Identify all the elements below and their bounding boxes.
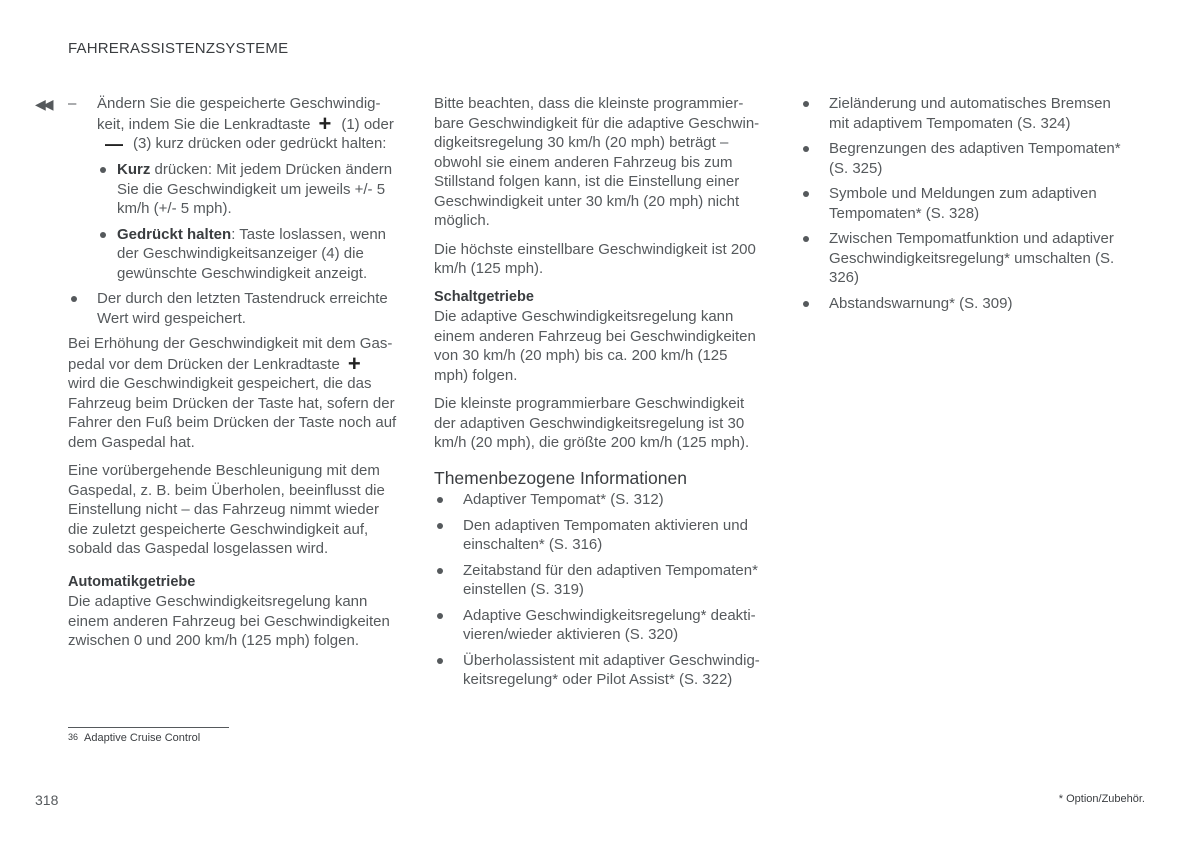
related-link[interactable] <box>434 516 764 555</box>
bullet-item <box>68 289 402 328</box>
related-link[interactable] <box>800 294 1125 314</box>
footnote-divider <box>68 727 229 728</box>
bullet-dot-icon <box>437 658 443 664</box>
sub-bullet-bold: Gedrückt halten <box>117 225 232 243</box>
footnote <box>68 732 200 744</box>
plus-icon: + <box>318 110 332 136</box>
bullet-dot-icon <box>803 101 809 107</box>
bullet-dot-icon <box>803 301 809 307</box>
bullet-dot-icon <box>437 523 443 529</box>
minus-icon: — <box>105 134 123 154</box>
instruction-text-c: (3) kurz drücken oder gedrückt halten: <box>133 135 387 152</box>
related-link-text[interactable]: Adaptiver Tempomat* (S. 312) <box>463 491 664 508</box>
section-title: Themenbezogene Informationen <box>434 467 687 488</box>
bullet-text: Der durch den letzten Tastendruck erreichte Wert wird gespeichert. <box>97 290 388 327</box>
bullet-dot-icon <box>803 146 809 152</box>
plus-icon: + <box>347 350 361 376</box>
bullet-dot-icon <box>803 191 809 197</box>
paragraph: Bitte beachten, dass die kleinste programmier-bare Geschwindigkeit für die adaptive Geschwin-digkeitsregelung 30 km/h (20 mph) beträgt – obwohl sie einem anderen Fahrzeug bis zum Stillstand folgen kann, ist die Einstellung einer Geschwindigkeit unter 30 km/h (20 mph) nicht möglich. <box>434 95 760 229</box>
related-link-text[interactable]: Zeitabstand für den adaptiven Tempomaten* einstellen (S. 319) <box>463 561 758 598</box>
sub-bullet-item <box>97 160 402 219</box>
related-link[interactable] <box>434 651 764 690</box>
sub-bullet-text: drücken: Mit jedem Drücken ändern Sie die Geschwindigkeit um jeweils +/- 5 km/h (+/- 5 mph). <box>117 161 393 217</box>
column-left <box>68 94 402 660</box>
bullet-dot-icon <box>71 296 77 302</box>
related-link-text[interactable]: Zieländerung und automatisches Bremsen mit adaptivem Tempomaten (S. 324) <box>829 95 1111 132</box>
related-link-text[interactable]: Zwischen Tempomatfunktion und adaptiver Geschwindigkeitsregelung* umschalten (S. 326) <box>829 230 1115 286</box>
bullet-dot-icon <box>437 568 443 574</box>
bullet-dot-icon <box>437 613 443 619</box>
related-link-text[interactable]: Den adaptiven Tempomaten aktivieren und einschalten* (S. 316) <box>463 516 748 553</box>
footnote-text: Adaptive Cruise Control <box>84 732 201 744</box>
bullet-dot-icon <box>803 236 809 242</box>
continuation-marker-icon: ◀◀ <box>35 96 51 112</box>
bullet-dot-icon <box>100 167 106 173</box>
page-header: FAHRERASSISTENZSYSTEME <box>68 40 289 57</box>
paragraph: Die adaptive Geschwindigkeitsregelung kann einem anderen Fahrzeug bei Geschwindigkeiten zwischen 0 und 200 km/h (125 mph) folgen. <box>68 593 390 649</box>
footnote-number: 36 <box>68 732 79 742</box>
subheading: Automatikgetriebe <box>68 573 196 590</box>
option-note: * Option/Zubehör. <box>1058 793 1145 805</box>
column-middle <box>434 94 764 696</box>
related-link[interactable] <box>434 606 764 645</box>
instruction-item <box>68 94 402 154</box>
page-number: 318 <box>35 792 59 808</box>
related-link[interactable] <box>434 490 764 510</box>
related-link-text[interactable]: Symbole und Meldungen zum adaptiven Tempomaten* (S. 328) <box>829 185 1097 222</box>
sub-bullet-bold: Kurz <box>117 161 151 178</box>
bullet-dot-icon <box>437 497 443 503</box>
related-link[interactable] <box>800 139 1125 178</box>
related-link-text[interactable]: Begrenzungen des adaptiven Tempomaten* (S. 325) <box>829 140 1121 177</box>
instruction-text-b: (1) oder <box>341 115 394 133</box>
related-link[interactable] <box>434 561 764 600</box>
paragraph: Die adaptive Geschwindigkeitsregelung kann einem anderen Fahrzeug bei Geschwindigkeiten von 30 km/h (20 mph) bis ca. 200 km/h (125 mph) folgen. <box>434 308 756 384</box>
paragraph <box>68 334 402 452</box>
related-link-text[interactable]: Überholassistent mit adaptiver Geschwindig-keitsregelung* oder Pilot Assist* (S. 322) <box>463 651 760 688</box>
related-link-text[interactable]: Abstandswarnung* (S. 309) <box>829 294 1013 312</box>
paragraph: Eine vorübergehende Beschleunigung mit dem Gaspedal, z. B. beim Überholen, beeinflusst die Einstellung nicht – das Fahrzeug nimmt wieder die zuletzt gespeicherte Geschwindigkeit auf, sobald das Gaspedal losgelassen wird. <box>68 462 385 557</box>
dash-marker: – <box>68 95 77 112</box>
subheading: Schaltgetriebe <box>434 288 534 305</box>
related-link[interactable] <box>800 229 1125 288</box>
paragraph-text-b: wird die Geschwindigkeit gespeichert, die das Fahrzeug beim Drücken der Taste hat, sofern der Fahrer den Fuß beim Drücken der Taste noch auf dem Gaspedal hat. <box>68 375 397 451</box>
related-link-text[interactable]: Adaptive Geschwindigkeitsregelung* deakti-vieren/wieder aktivieren (S. 320) <box>463 606 756 643</box>
paragraph: Die kleinste programmierbare Geschwindigkeit der adaptiven Geschwindigkeitsregelung ist 30 km/h (20 mph), die größte 200 km/h (125 mph). <box>434 395 750 451</box>
column-right <box>800 94 1125 319</box>
paragraph: Die höchste einstellbare Geschwindigkeit ist 200 km/h (125 mph). <box>434 240 756 277</box>
related-link[interactable] <box>800 94 1125 133</box>
paragraph-text-a: Bei Erhöhung der Geschwindigkeit mit dem Gas-pedal vor dem Drücken der Lenkradtaste <box>68 335 393 373</box>
bullet-dot-icon <box>100 232 106 238</box>
instruction-text-a: Ändern Sie die gespeicherte Geschwindig-keit, indem Sie die Lenkradtaste <box>97 95 381 133</box>
sub-bullet-item <box>97 225 402 284</box>
sub-bullet-text: : Taste loslassen, wenn der Geschwindigkeitsanzeiger (4) die gewünschte Geschwindigkeit anzeigt. <box>117 225 387 282</box>
related-link[interactable] <box>800 184 1125 223</box>
